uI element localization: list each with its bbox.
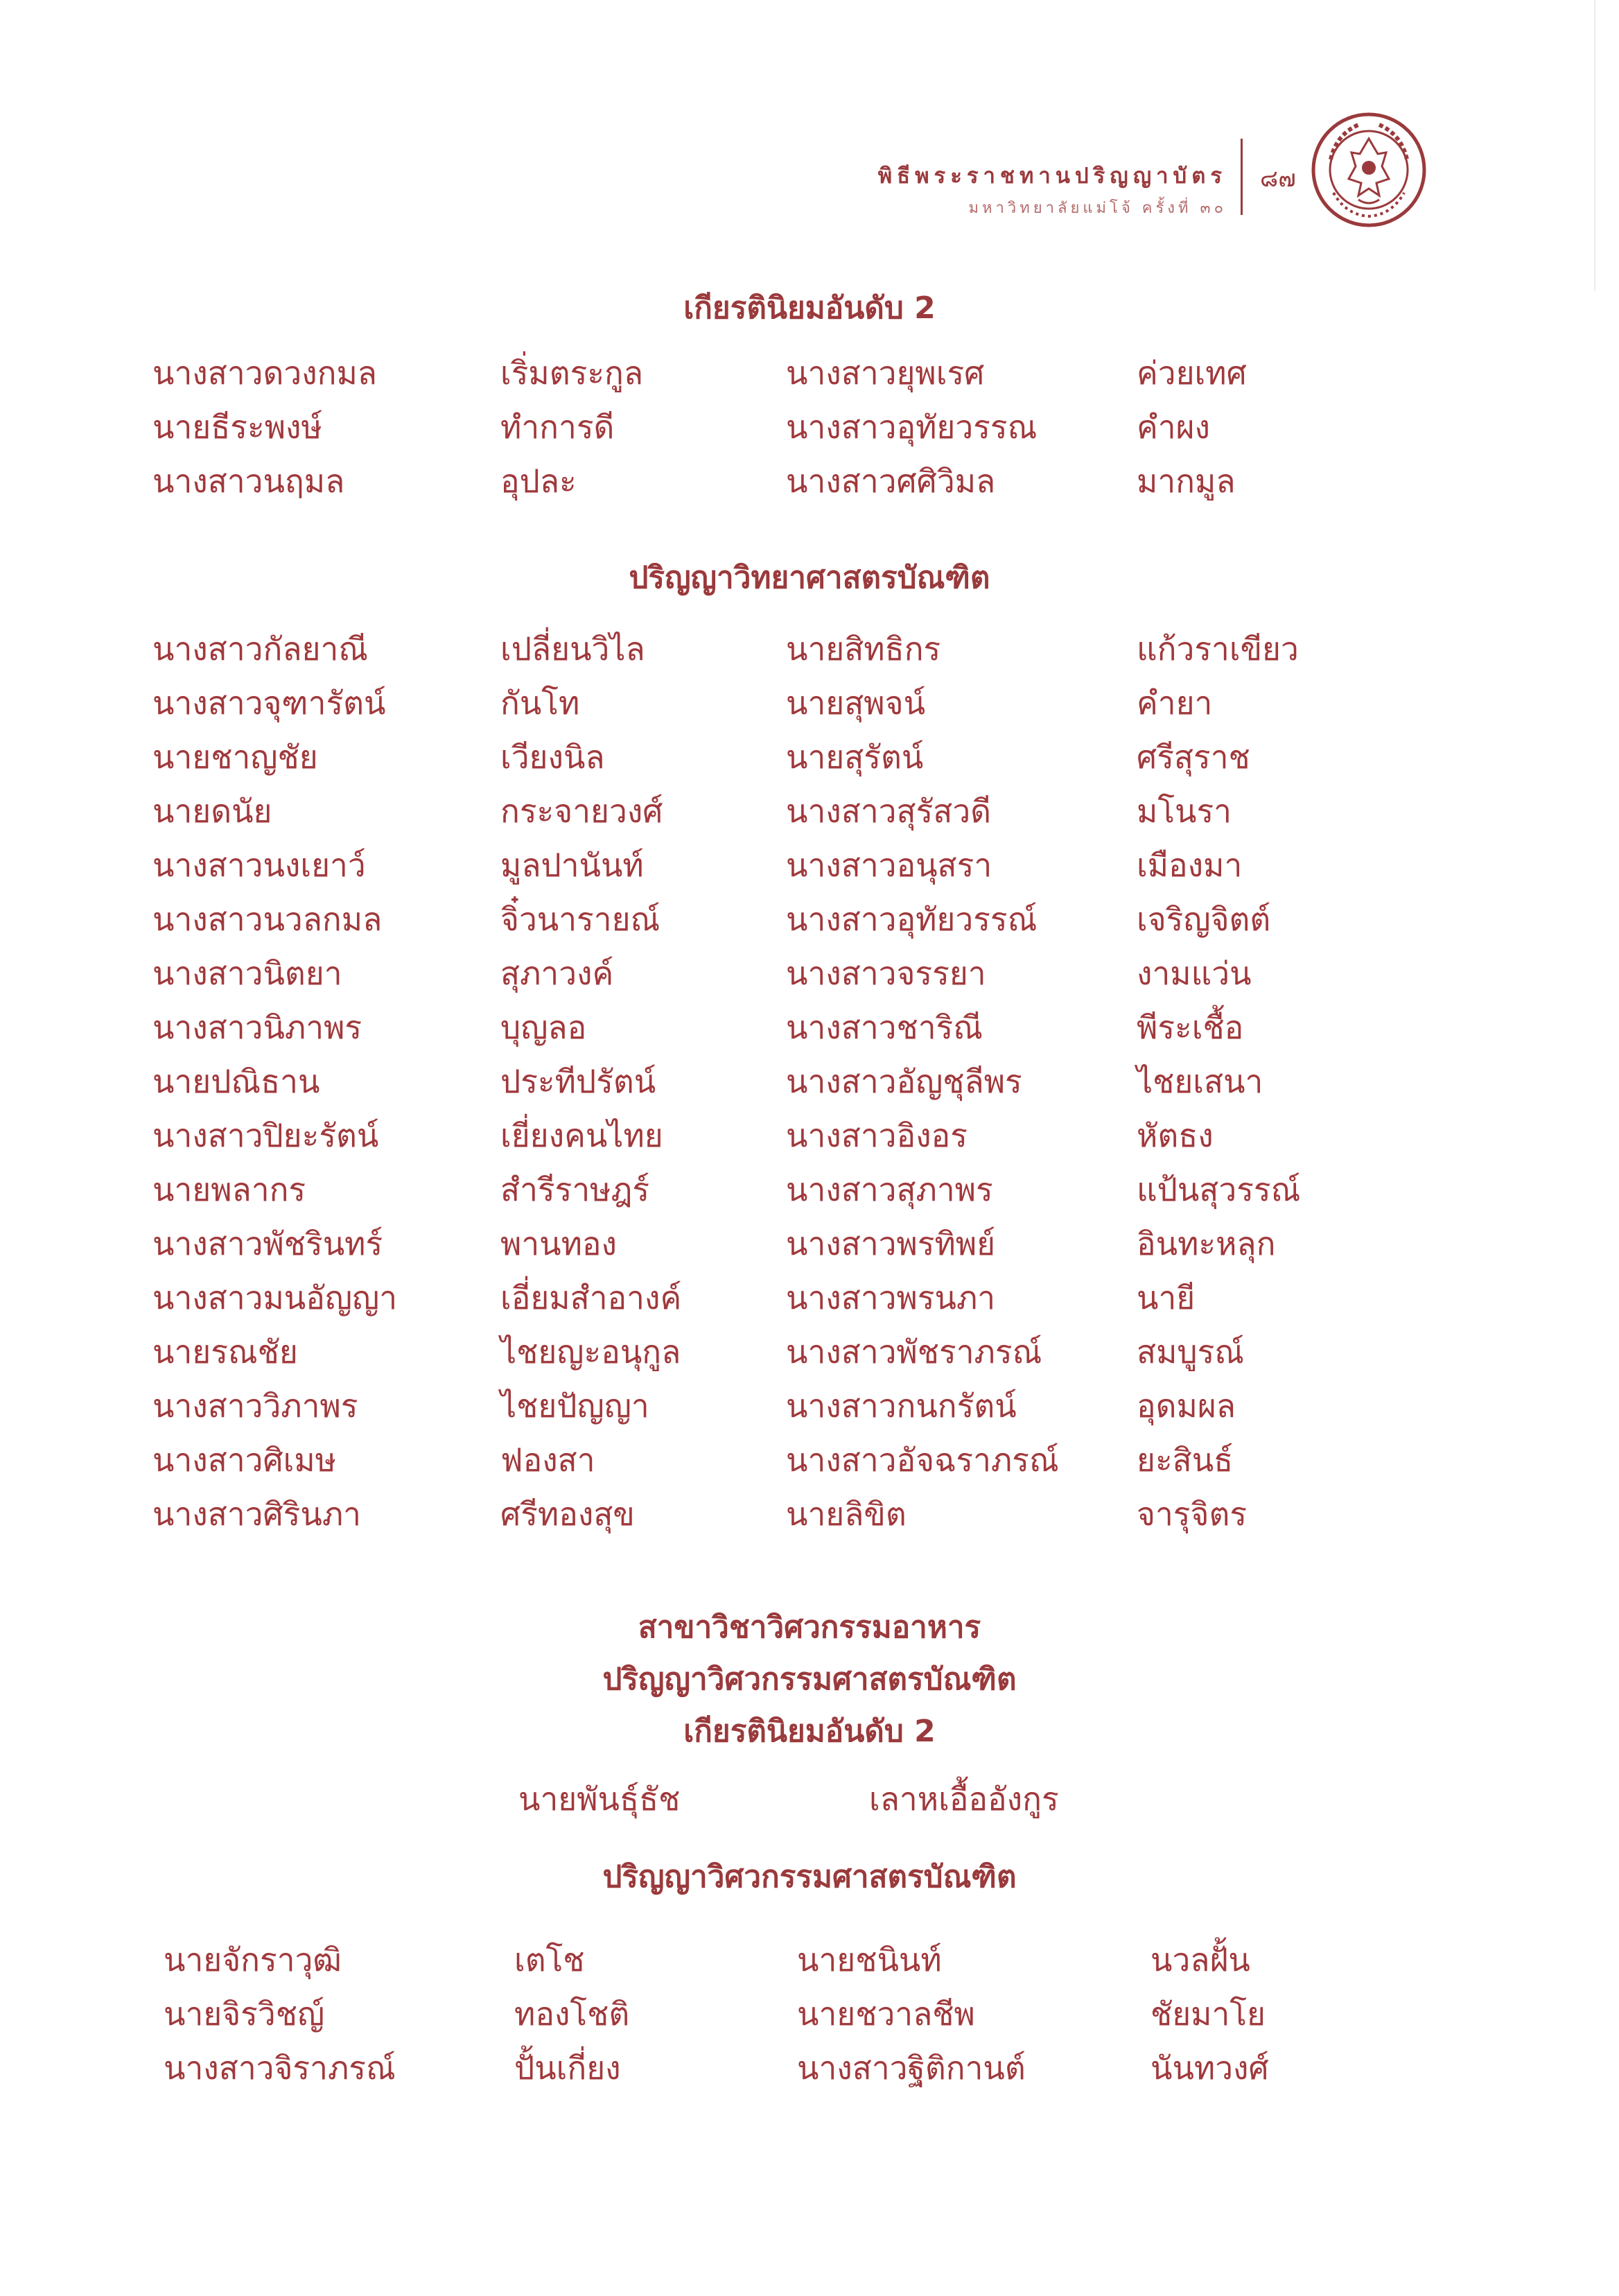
surname: พานทอง bbox=[500, 1225, 618, 1262]
surname: นันทวงศ์ bbox=[1150, 2049, 1269, 2087]
surname: ทำการดี bbox=[500, 408, 615, 446]
first-name: นางสาวอุทัยวรรณ์ bbox=[786, 901, 1038, 938]
first-name: นางสาวพัชราภรณ์ bbox=[786, 1333, 1042, 1371]
first-name: นางสาวนวลกมล bbox=[152, 901, 383, 938]
first-name: นายชวาลชีพ bbox=[797, 1995, 975, 2033]
name-row bbox=[0, 346, 1619, 400]
first-name: นางสาวอัญชุลีพร bbox=[786, 1063, 1022, 1100]
first-name: นางสาวฐิติกานต์ bbox=[797, 2049, 1026, 2087]
first-name: นายรณชัย bbox=[152, 1333, 298, 1371]
surname: หัตธง bbox=[1137, 1117, 1214, 1154]
university-seal-logo bbox=[1310, 111, 1428, 229]
first-name: นางสาวสุรัสวดี bbox=[786, 792, 992, 830]
first-name: นายจักราวุฒิ bbox=[164, 1941, 342, 1978]
name-row bbox=[0, 1487, 1619, 1541]
first-name: นางสาวกัลยาณี bbox=[152, 630, 368, 668]
first-name: นายสิทธิกร bbox=[786, 630, 941, 668]
name-row bbox=[0, 2041, 1619, 2095]
surname: เอี่ยมสำอางค์ bbox=[500, 1279, 682, 1316]
first-name: นายชาญชัย bbox=[152, 738, 318, 776]
surname: กระจายวงศ์ bbox=[500, 792, 663, 830]
name-row bbox=[0, 1987, 1619, 2041]
first-name: นายดนัย bbox=[152, 792, 272, 830]
page-header bbox=[832, 111, 1428, 222]
surname: ยะสินธ์ bbox=[1137, 1441, 1234, 1479]
name-row bbox=[0, 622, 1619, 676]
surname: บุญลอ bbox=[500, 1009, 587, 1046]
surname: คำผง bbox=[1137, 408, 1211, 446]
surname: อุปละ bbox=[500, 462, 577, 500]
first-name: นายสุพจน์ bbox=[786, 684, 926, 722]
food-engineering-major-heading: สาขาวิชาวิศวกรรมอาหาร bbox=[638, 1610, 981, 1645]
first-name: นายปณิธาน bbox=[152, 1063, 320, 1100]
food-engineering-heading-block bbox=[0, 1601, 1619, 1757]
first-name: นางสาวสุภาพร bbox=[786, 1171, 993, 1208]
surname: เปลี่ยนวิไล bbox=[500, 630, 645, 668]
surname: เจริญจิตต์ bbox=[1137, 901, 1271, 938]
name-row bbox=[0, 730, 1619, 784]
surname: ไชยปัญญา bbox=[500, 1387, 649, 1425]
surname: แก้วราเขียว bbox=[1137, 630, 1299, 668]
surname: ศรีทองสุข bbox=[500, 1495, 635, 1533]
name-row bbox=[0, 1379, 1619, 1433]
first-name: นางสาวศิรินภา bbox=[152, 1495, 361, 1533]
first-name: นายสุรัตน์ bbox=[786, 738, 924, 776]
first-name: นางสาวจุฑารัตน์ bbox=[152, 684, 386, 722]
name-row bbox=[0, 1271, 1619, 1325]
first-name: นายพลากร bbox=[152, 1171, 306, 1208]
surname: ทองโชติ bbox=[514, 1995, 630, 2033]
surname: ชัยมาโย bbox=[1150, 1995, 1266, 2033]
name-row bbox=[0, 946, 1619, 1000]
surname: เยี่ยงคนไทย bbox=[500, 1117, 663, 1154]
first-name: นางสาวยุพเรศ bbox=[786, 354, 985, 392]
bachelor-of-science-heading: ปริญญาวิทยาศาสตรบัณฑิต bbox=[629, 560, 990, 595]
first-name: นางสาววิภาพร bbox=[152, 1387, 358, 1425]
ceremony-subtitle: มหาวิทยาลัยแม่โจ้ ครั้งที่ ๓๐ bbox=[968, 200, 1227, 217]
surname: สำรีราษฎร์ bbox=[500, 1171, 650, 1208]
surname: สุภาวงค์ bbox=[500, 955, 614, 992]
name-row bbox=[0, 1325, 1619, 1379]
first-name: นางสาวจิราภรณ์ bbox=[164, 2049, 396, 2087]
first-name: นางสาวศศิวิมล bbox=[786, 462, 996, 500]
first-name: นางสาวอัจฉราภรณ์ bbox=[786, 1441, 1059, 1479]
name-row bbox=[0, 1433, 1619, 1487]
first-name: นางสาวปิยะรัตน์ bbox=[152, 1117, 379, 1154]
first-name: นายจิรวิชญ์ bbox=[164, 1995, 325, 2033]
first-name: นางสาวนงเยาว์ bbox=[152, 846, 366, 884]
first-name: นางสาวพรนภา bbox=[786, 1279, 996, 1316]
first-name: นางสาวชาริณี bbox=[786, 1009, 983, 1046]
first-name: นางสาวนิตยา bbox=[152, 955, 342, 992]
name-row bbox=[0, 400, 1619, 454]
bachelor-of-engineering-name-list bbox=[0, 1933, 1619, 2095]
honors-graduate-first-name: นายพันธุ์ธัช bbox=[518, 1780, 681, 1818]
first-name: นายธีระพงษ์ bbox=[152, 408, 322, 446]
surname: จารุจิตร bbox=[1137, 1495, 1248, 1533]
surname: สมบูรณ์ bbox=[1137, 1333, 1244, 1371]
first-name: นางสาวอิงอร bbox=[786, 1117, 968, 1154]
scan-edge-line bbox=[1594, 0, 1595, 291]
surname: ศรีสุราช bbox=[1137, 738, 1250, 776]
surname: ประทีปรัตน์ bbox=[500, 1063, 656, 1100]
surname: เริ่มตระกูล bbox=[500, 354, 644, 392]
first-name: นางสาวอุทัยวรรณ bbox=[786, 408, 1038, 446]
surname: นวลฝั้น bbox=[1150, 1941, 1250, 1978]
first-name: นายชนินท์ bbox=[797, 1941, 942, 1978]
first-name: นายลิขิต bbox=[786, 1495, 907, 1533]
header-text bbox=[878, 158, 1227, 220]
name-row bbox=[0, 1108, 1619, 1163]
food-engineering-degree-heading: ปริญญาวิศวกรรมศาสตรบัณฑิต bbox=[602, 1662, 1017, 1697]
honors-second-class-heading: เกียรตินิยมอันดับ 2 bbox=[683, 290, 936, 326]
name-row bbox=[0, 838, 1619, 892]
surname: จิ๋วนารายณ์ bbox=[500, 901, 660, 938]
honors-second-class-name-list bbox=[0, 346, 1619, 508]
name-row bbox=[0, 454, 1619, 508]
surname: กันโท bbox=[500, 684, 580, 722]
name-row bbox=[0, 892, 1619, 946]
surname: เมืองมา bbox=[1137, 846, 1243, 884]
first-name: นางสาวนฤมล bbox=[152, 462, 345, 500]
name-row bbox=[0, 1163, 1619, 1217]
surname: แป้นสุวรรณ์ bbox=[1137, 1171, 1301, 1208]
surname: เตโช bbox=[514, 1941, 585, 1978]
first-name: นางสาวพัชรินทร์ bbox=[152, 1225, 383, 1262]
name-row bbox=[0, 1000, 1619, 1054]
ceremony-title: พิธีพระราชทานปริญญาบัตร bbox=[877, 164, 1227, 189]
first-name: นางสาวนิภาพร bbox=[152, 1009, 362, 1046]
first-name: นางสาวอนุสรา bbox=[786, 846, 992, 884]
surname: พีระเชื้อ bbox=[1137, 1009, 1244, 1046]
surname: นายี bbox=[1137, 1279, 1196, 1316]
surname: มูลปานันท์ bbox=[500, 846, 644, 884]
food-engineering-honors-heading: เกียรตินิยมอันดับ 2 bbox=[683, 1714, 936, 1749]
surname: ปั้นเกี่ยง bbox=[514, 2049, 621, 2087]
bachelor-of-engineering-heading: ปริญญาวิศวกรรมศาสตรบัณฑิต bbox=[602, 1859, 1017, 1895]
name-row bbox=[0, 1054, 1619, 1108]
honors-graduate-surname: เลาหเอื้ออังกูร bbox=[869, 1780, 1059, 1818]
name-row bbox=[0, 1933, 1619, 1987]
first-name: นางสาวพรทิพย์ bbox=[786, 1225, 996, 1262]
first-name: นางสาวมนอัญญา bbox=[152, 1279, 398, 1316]
bachelor-of-science-name-list bbox=[0, 622, 1619, 1541]
surname: ฟองสา bbox=[500, 1441, 595, 1479]
surname: งามแว่น bbox=[1137, 955, 1252, 992]
surname: ค่วยเทศ bbox=[1137, 354, 1247, 392]
header-divider bbox=[1241, 139, 1243, 215]
page-number: ๘๗ bbox=[1260, 165, 1296, 193]
surname: คำยา bbox=[1137, 684, 1213, 722]
surname: อุดมผล bbox=[1137, 1387, 1236, 1425]
first-name: นางสาวศิเมษ bbox=[152, 1441, 337, 1479]
name-row bbox=[0, 676, 1619, 730]
name-row bbox=[0, 1217, 1619, 1271]
surname: มากมูล bbox=[1137, 462, 1236, 500]
first-name: นางสาวกนกรัตน์ bbox=[786, 1387, 1017, 1425]
surname: เวียงนิล bbox=[500, 738, 605, 776]
surname: ไชยญะอนุกูล bbox=[500, 1333, 681, 1371]
surname: อินทะหลุก bbox=[1137, 1225, 1276, 1262]
surname: ไชยเสนา bbox=[1137, 1063, 1263, 1100]
first-name: นางสาวจรรยา bbox=[786, 955, 986, 992]
name-row bbox=[0, 784, 1619, 838]
surname: มโนรา bbox=[1137, 792, 1232, 830]
first-name: นางสาวดวงกมล bbox=[152, 354, 377, 392]
